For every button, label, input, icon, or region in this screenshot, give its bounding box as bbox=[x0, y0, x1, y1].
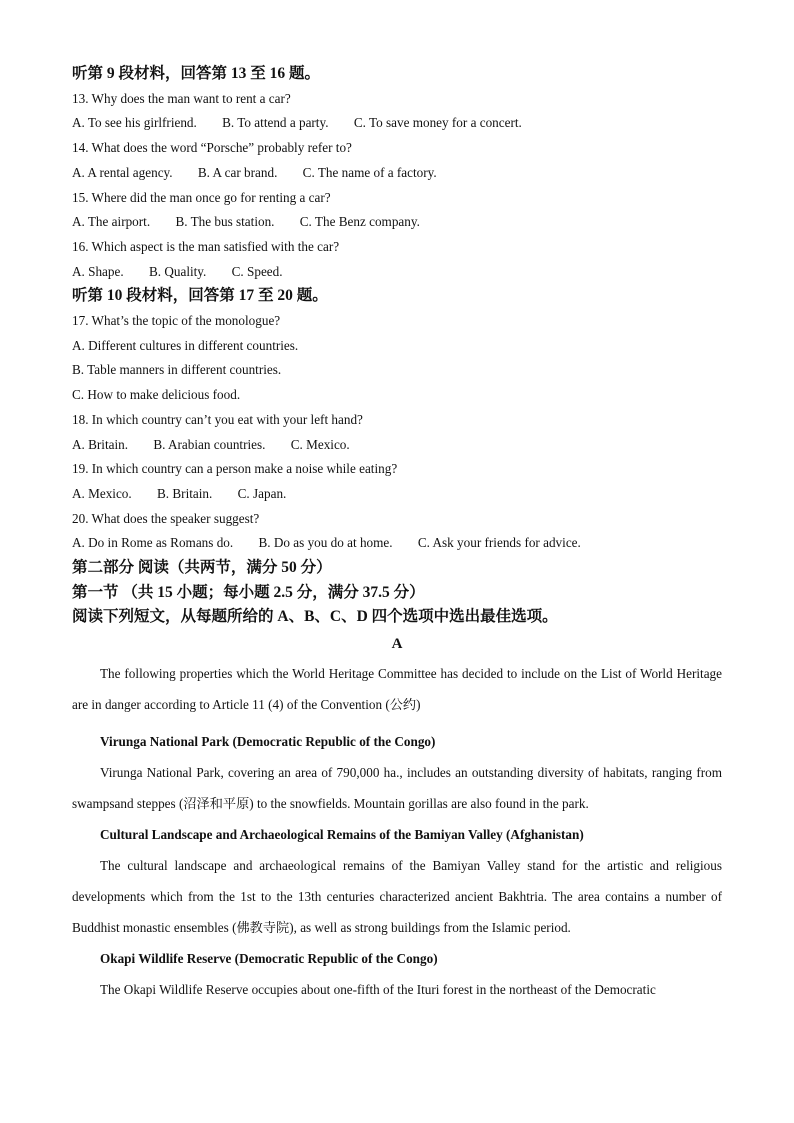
option-b: B. Quality. bbox=[148, 263, 207, 279]
question-16-options bbox=[72, 260, 722, 285]
document-page bbox=[72, 62, 722, 1005]
option-c: C. Mexico. bbox=[290, 436, 350, 452]
site-1-title: Virunga National Park (Democratic Republic of the Congo) bbox=[100, 734, 436, 750]
option-c: C. Japan. bbox=[237, 485, 287, 501]
site-2-text: The cultural landscape and archaeological remains of the Bamiyan Valley stand for the artistic and religious developments which from the 1st to the 13th centuries characterized ancient Bakhtria. The area contains a number of Buddhist monastic ensembles (佛教寺院), as well as strong buildings from the Islamic period. bbox=[72, 858, 722, 936]
option-a: A. Britain. bbox=[72, 436, 129, 452]
site-1-text: Virunga National Park, covering an area of 790,000 ha., includes an outstanding diversity of habitats, ranging from swampsand steppes (沼泽和平原) to the snowfields. Mountain gorillas are also found in the park. bbox=[72, 765, 722, 812]
question-15: 15. Where did the man once go for renting a car? bbox=[72, 189, 331, 205]
option-b: B. The bus station. bbox=[175, 214, 275, 230]
option-a: A. Shape. bbox=[72, 263, 124, 279]
site-2-title: Cultural Landscape and Archaeological Remains of the Bamiyan Valley (Afghanistan) bbox=[100, 827, 584, 843]
option-a: A. Mexico. bbox=[72, 485, 132, 501]
option-c: C. The Benz company. bbox=[299, 214, 420, 230]
question-13: 13. Why does the man want to rent a car? bbox=[72, 90, 291, 106]
question-19: 19. In which country can a person make a noise while eating? bbox=[72, 461, 398, 477]
option-b: B. Arabian countries. bbox=[153, 436, 266, 452]
option-a: A. A rental agency. bbox=[72, 164, 173, 180]
reading-part-header: 第二部分 阅读（共两节，满分 50 分） bbox=[72, 559, 332, 577]
option-c: C. Ask your friends for advice. bbox=[417, 535, 581, 551]
option-b: B. A car brand. bbox=[197, 164, 278, 180]
site-3-text: The Okapi Wildlife Reserve occupies about one-fifth of the Ituri forest in the northeast of the Democratic bbox=[100, 982, 656, 998]
option-b: B. Britain. bbox=[157, 485, 213, 501]
question-14-options bbox=[72, 161, 722, 186]
section-9-header: 听第 9 段材料，回答第 13 至 16 题。 bbox=[72, 65, 321, 82]
question-18-options bbox=[72, 433, 722, 458]
question-19-options bbox=[72, 482, 722, 507]
question-15-options bbox=[72, 210, 722, 235]
site-3-title: Okapi Wildlife Reserve (Democratic Republic of the Congo) bbox=[100, 951, 438, 967]
question-16: 16. Which aspect is the man satisfied with the car? bbox=[72, 238, 340, 254]
question-20: 20. What does the speaker suggest? bbox=[72, 510, 260, 526]
option-b: B. Do as you do at home. bbox=[258, 535, 393, 551]
reading-instruction: 阅读下列短文，从每题所给的 A、B、C、D 四个选项中选出最佳选项。 bbox=[72, 608, 558, 626]
reading-section-header: 第一节 （共 15 小题；每小题 2.5 分，满分 37.5 分） bbox=[72, 583, 425, 601]
option-b: B. To attend a party. bbox=[222, 115, 329, 131]
question-17-option-b: B. Table manners in different countries. bbox=[72, 362, 282, 378]
option-c: C. The name of a factory. bbox=[302, 164, 437, 180]
option-a: A. To see his girlfriend. bbox=[72, 115, 197, 131]
question-18: 18. In which country can’t you eat with your left hand? bbox=[72, 411, 363, 427]
option-a: A. The airport. bbox=[72, 214, 151, 230]
section-10-header: 听第 10 段材料，回答第 17 至 20 题。 bbox=[72, 287, 328, 305]
option-c: C. Speed. bbox=[231, 263, 283, 279]
passage-intro: The following properties which the World Heritage Committee has decided to include on the List of World Heritage are in danger according to Article 11 (4) of the Convention (公约) bbox=[72, 666, 722, 713]
question-17-option-a: A. Different cultures in different countries. bbox=[72, 337, 299, 353]
question-20-options bbox=[72, 531, 722, 556]
passage-label: A bbox=[391, 636, 403, 653]
question-17: 17. What’s the topic of the monologue? bbox=[72, 313, 281, 329]
option-c: C. To save money for a concert. bbox=[353, 115, 522, 131]
question-13-options bbox=[72, 111, 722, 136]
question-17-option-c: C. How to make delicious food. bbox=[72, 387, 241, 403]
option-a: A. Do in Rome as Romans do. bbox=[72, 535, 234, 551]
question-14: 14. What does the word “Porsche” probably refer to? bbox=[72, 140, 352, 156]
